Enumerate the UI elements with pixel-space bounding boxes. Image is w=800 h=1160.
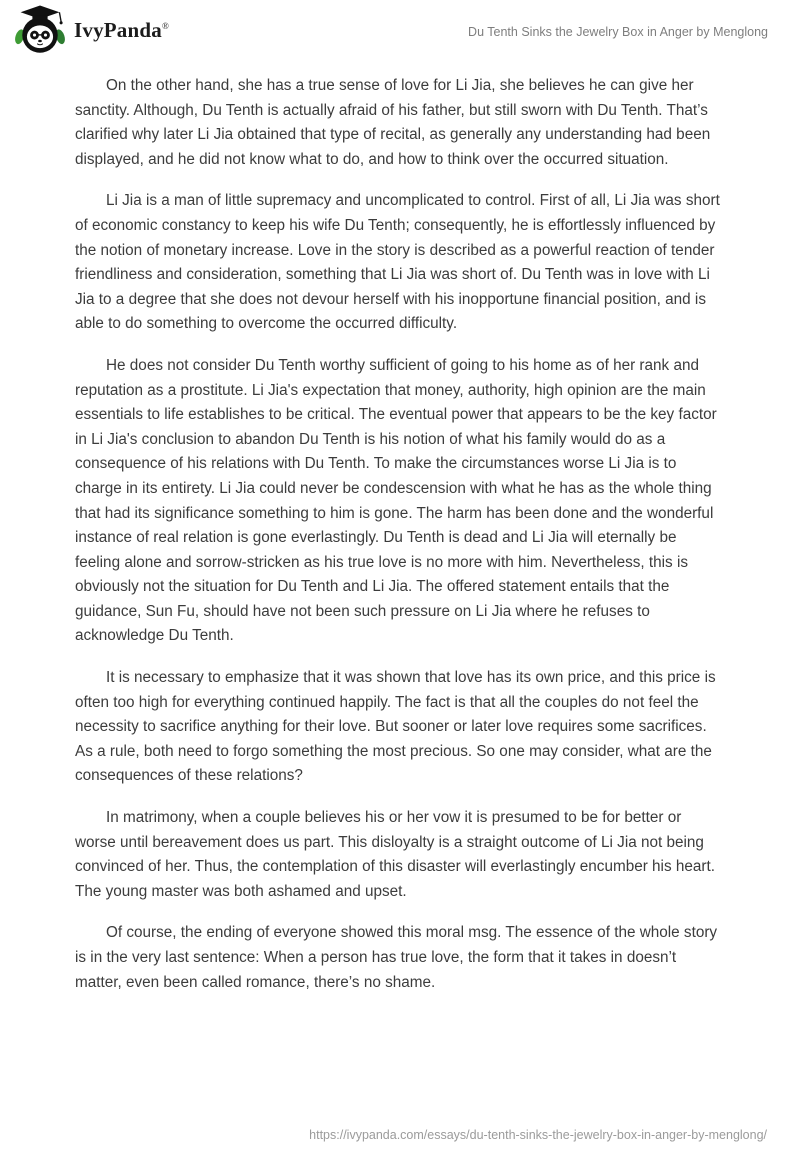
essay-body <box>0 58 800 995</box>
essay-paragraph: Li Jia is a man of little supremacy and uncomplicated to control. First of all, Li Jia was short of economic constancy to keep his wife Du Tenth; consequently, he is effortlessly influenced by the notion of monetary increase. Love in the story is described as a powerful reaction of tender friendliness and consideration, something that Li Jia was short of. Du Tenth was in love with Li Jia to a degree that she does not devour herself with his inopportune financial position, and is able to do something to overcome the occurred difficulty. <box>75 192 720 333</box>
brand-text: IvyPanda <box>74 17 162 42</box>
page-header <box>0 0 800 58</box>
registered-mark: ® <box>161 20 170 31</box>
document-title: Du Tenth Sinks the Jewelry Box in Anger by Menglong <box>468 25 768 39</box>
panda-graduate-icon <box>14 3 66 57</box>
brand-name <box>74 18 169 43</box>
essay-paragraph: In matrimony, when a couple believes his or her vow it is presumed to be for better or worse until bereavement does us part. This disloyalty is a straight outcome of Li Jia not being convinced of her. Thus, the contemplation of this disaster will everlastingly encumber his heart. The young master was both ashamed and upset. <box>75 809 715 900</box>
essay-paragraph: He does not consider Du Tenth worthy sufficient of going to his home as of her rank and reputation as a prostitute. Li Jia's expectation that money, authority, high opinion are the main essentials to life establishes to be critical. The eventual power that appears to be the key factor in Li Jia's conclusion to abandon Du Tenth is his notion of what his family would do as a consequence of his relations with Du Tenth. To make the circumstances worse Li Jia is to charge in its entirety. Li Jia could never be condescension with what he has as the whole thing that had its significance something to him is gone. The harm has been done and the wonderful instance of real relation is gone everlastingly. Du Tenth is dead and Li Jia will eternally be feeling alone and sorrow-stricken as his true love is no more with him. Nevertheless, this is obviously not the situation for Du Tenth and Li Jia. The offered statement entails that the guidance, Sun Fu, should have not been such pressure on Li Jia where he refuses to acknowledge Du Tenth. <box>75 356 717 645</box>
brand-home-link[interactable] <box>14 3 169 57</box>
essay-paragraph: On the other hand, she has a true sense of love for Li Jia, she believes he can give her sanctity. Although, Du Tenth is actually afraid of his father, but still sworn with Du Tenth. That’s clarified why later Li Jia obtained that type of recital, as generally any understanding had been displayed, and he did not know what to do, and how to think over the occurred situation. <box>75 77 711 168</box>
source-url[interactable]: https://ivypanda.com/essays/du-tenth-sinks-the-jewelry-box-in-anger-by-menglong/ <box>309 1128 767 1142</box>
essay-paragraph: It is necessary to emphasize that it was shown that love has its own price, and this price is often too high for everything continued happily. The fact is that all the couples do not feel the necessity to sacrifice anything for their love. But sooner or later love requires some sacrifices. As a rule, both need to forgo something the most precious. So one may consider, what are the consequences of these relations? <box>75 669 716 785</box>
page-footer <box>309 1126 767 1144</box>
essay-paragraph: Of course, the ending of everyone showed this moral msg. The essence of the whole story is in the very last sentence: When a person has true love, the form that it takes in doesn’t matter, even been called romance, there’s no shame. <box>75 924 718 991</box>
